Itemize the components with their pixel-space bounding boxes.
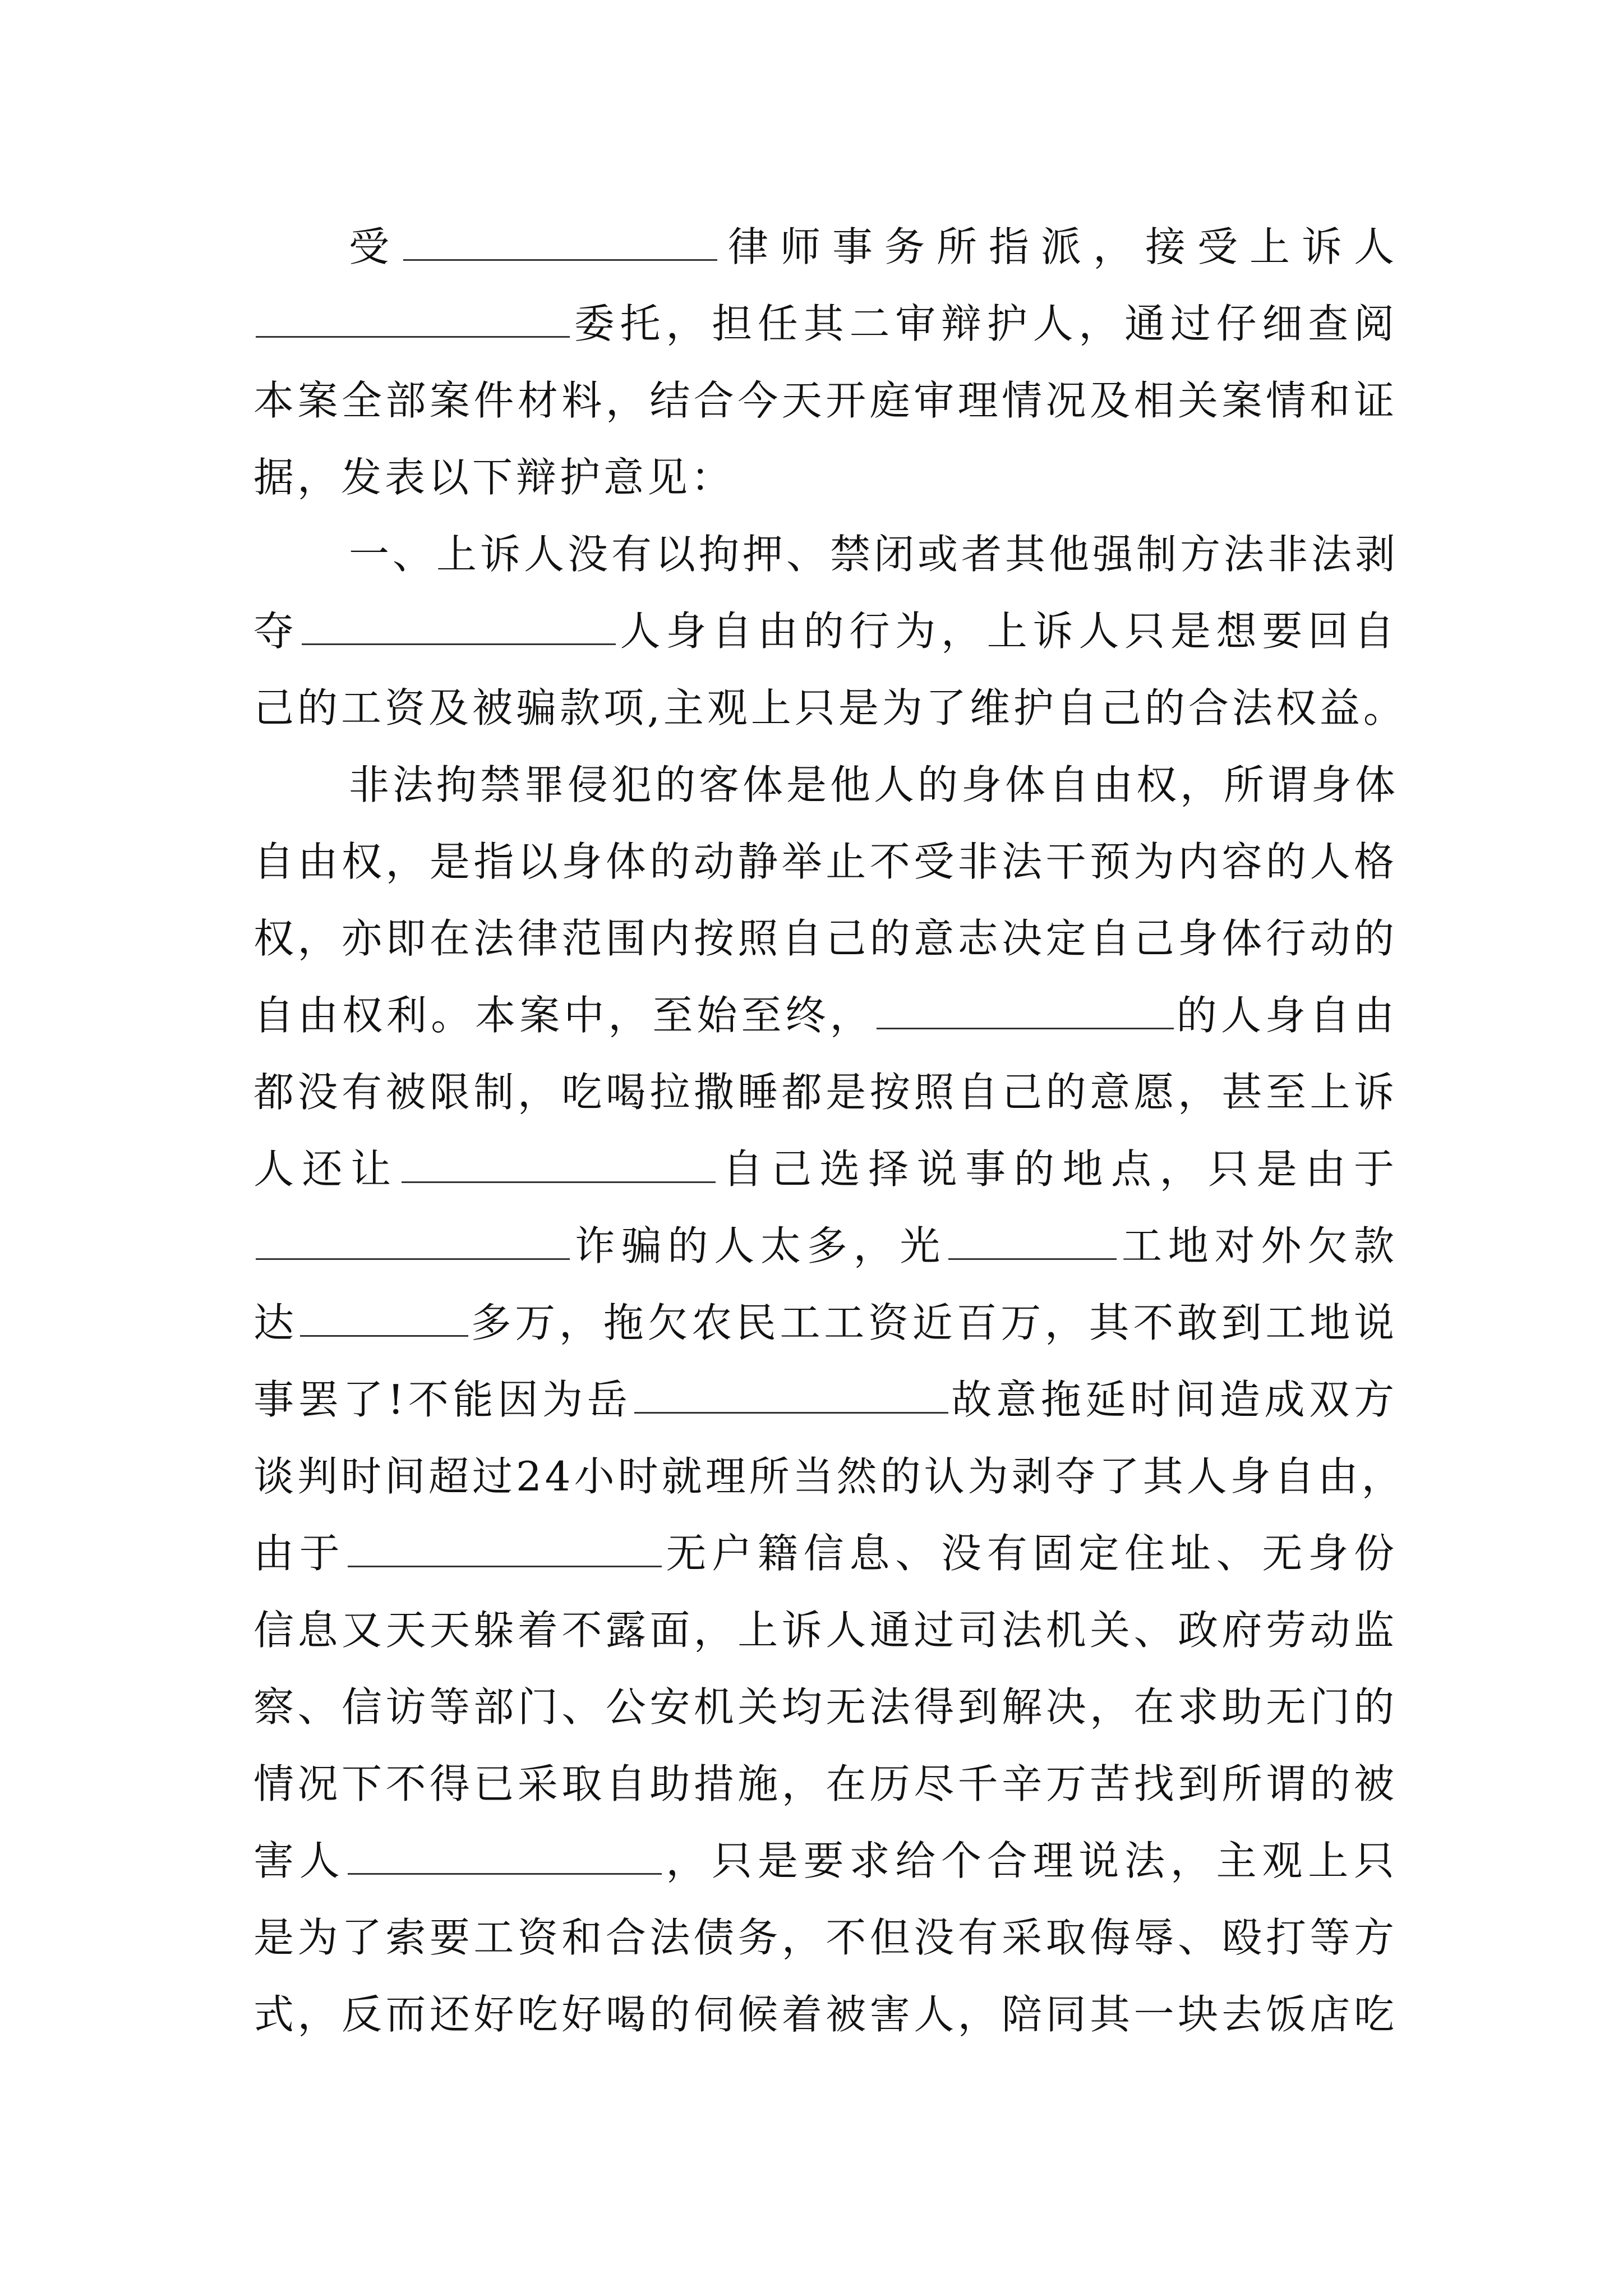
text-line (253, 1753, 1398, 1815)
text-segment: 事罢了!不能因为岳 (253, 1376, 632, 1423)
section-heading (253, 677, 1407, 739)
text-segment: 是为了索要工资和合法债务，不但没有采取侮辱、殴打等方 (253, 1914, 1398, 1961)
text-segment: 多万，拖欠农民工工资近百万，其不敢到工地说 (470, 1299, 1398, 1346)
text-segment: 受 (349, 223, 401, 270)
text-line (253, 1522, 1398, 1584)
text-segment: ，只是要求给个合理说法，主观上只 (663, 1837, 1398, 1884)
fill-in-blank (877, 994, 1174, 1029)
text-line (253, 1907, 1398, 1968)
text-segment: 都没有被限制，吃喝拉撒睡都是按照自己的意愿，甚至上诉 (253, 1069, 1398, 1116)
text-line (253, 1369, 1398, 1430)
text-line (253, 370, 1398, 431)
text-segment: 由于 (253, 1530, 345, 1577)
text-line (253, 1292, 1398, 1354)
section-heading (349, 523, 1398, 585)
text-line (253, 831, 1398, 892)
text-segment: 式，反而还好吃好喝的伺候着被害人，陪同其一块去饭店吃 (253, 1991, 1398, 2038)
text-line (253, 1215, 1398, 1277)
text-line (253, 293, 1398, 355)
fill-in-blank (302, 610, 616, 645)
text-segment: 察、信访等部门、公安机关均无法得到解决，在求助无门的 (253, 1683, 1398, 1731)
text-line (253, 1138, 1398, 1200)
text-line (349, 216, 1398, 278)
text-segment: 的人身自由 (1175, 992, 1398, 1039)
text-segment: 无户籍信息、没有固定住址、无身份 (663, 1530, 1398, 1577)
fill-in-blank (948, 1225, 1117, 1260)
text-line (253, 1061, 1398, 1123)
text-segment: 己的工资及被骗款项,主观上只是为了维护自己的合法权益。 (253, 684, 1407, 731)
fill-in-blank (403, 226, 717, 261)
text-segment: 信息又天天躲着不露面，上诉人通过司法机关、政府劳动监 (253, 1607, 1398, 1654)
text-segment: 害人 (253, 1837, 345, 1884)
text-segment: 达 (253, 1299, 298, 1346)
fill-in-blank (402, 1148, 716, 1183)
fill-in-blank (256, 302, 570, 338)
text-segment: 诈骗的人太多，光 (572, 1222, 947, 1269)
text-segment: 情况下不得已采取自助措施，在历尽千辛万苦找到所谓的被 (253, 1760, 1398, 1807)
text-line (253, 984, 1398, 1046)
text-line (253, 908, 1398, 969)
fill-in-blank (348, 1839, 662, 1875)
text-segment: 非法拘禁罪侵犯的客体是他人的身体自由权，所谓身体 (349, 761, 1399, 808)
text-segment: 人还让 (253, 1145, 399, 1193)
text-segment: 委托，担任其二审辩护人，通过仔细查阅 (572, 300, 1398, 347)
text-line (253, 1446, 1405, 1507)
text-segment: 权，亦即在法律范围内按照自己的意志决定自己身体行动的 (253, 915, 1398, 962)
text-segment: 故意拖延时间造成双方 (950, 1376, 1398, 1423)
text-segment: 自己选择说事的地点，只是由于 (717, 1145, 1398, 1193)
text-segment: 自由权，是指以身体的动静举止不受非法干预为内容的人格 (253, 838, 1398, 885)
text-segment: 夺 (253, 608, 299, 655)
text-segment: 自由权利。本案中，至始至终， (253, 992, 874, 1039)
fill-in-blank (256, 1225, 570, 1260)
text-segment: 工地对外欠款 (1119, 1222, 1398, 1269)
fill-in-blank (634, 1378, 948, 1414)
text-segment: 本案全部案件材料，结合今天开庭审理情况及相关案情和证 (253, 377, 1398, 424)
text-segment: 一、上诉人没有以拘押、禁闭或者其他强制方法非法剥 (349, 531, 1399, 578)
section-heading (253, 600, 1398, 662)
fill-in-blank (300, 1301, 468, 1337)
text-line (253, 1676, 1398, 1738)
text-line (253, 1984, 1398, 2045)
fill-in-blank (348, 1532, 662, 1567)
text-segment: 律师事务所指派，接受上诉人 (720, 223, 1398, 270)
text-line (253, 1830, 1398, 1892)
text-line (349, 754, 1398, 816)
text-segment: 谈判时间超过24小时就理所当然的认为剥夺了其人身自由， (253, 1453, 1405, 1500)
text-line (253, 447, 1398, 508)
text-segment: 人身自由的行为，上诉人只是想要回自 (617, 608, 1398, 655)
text-segment: 据，发表以下辩护意见： (253, 454, 735, 501)
text-line (253, 1599, 1398, 1661)
